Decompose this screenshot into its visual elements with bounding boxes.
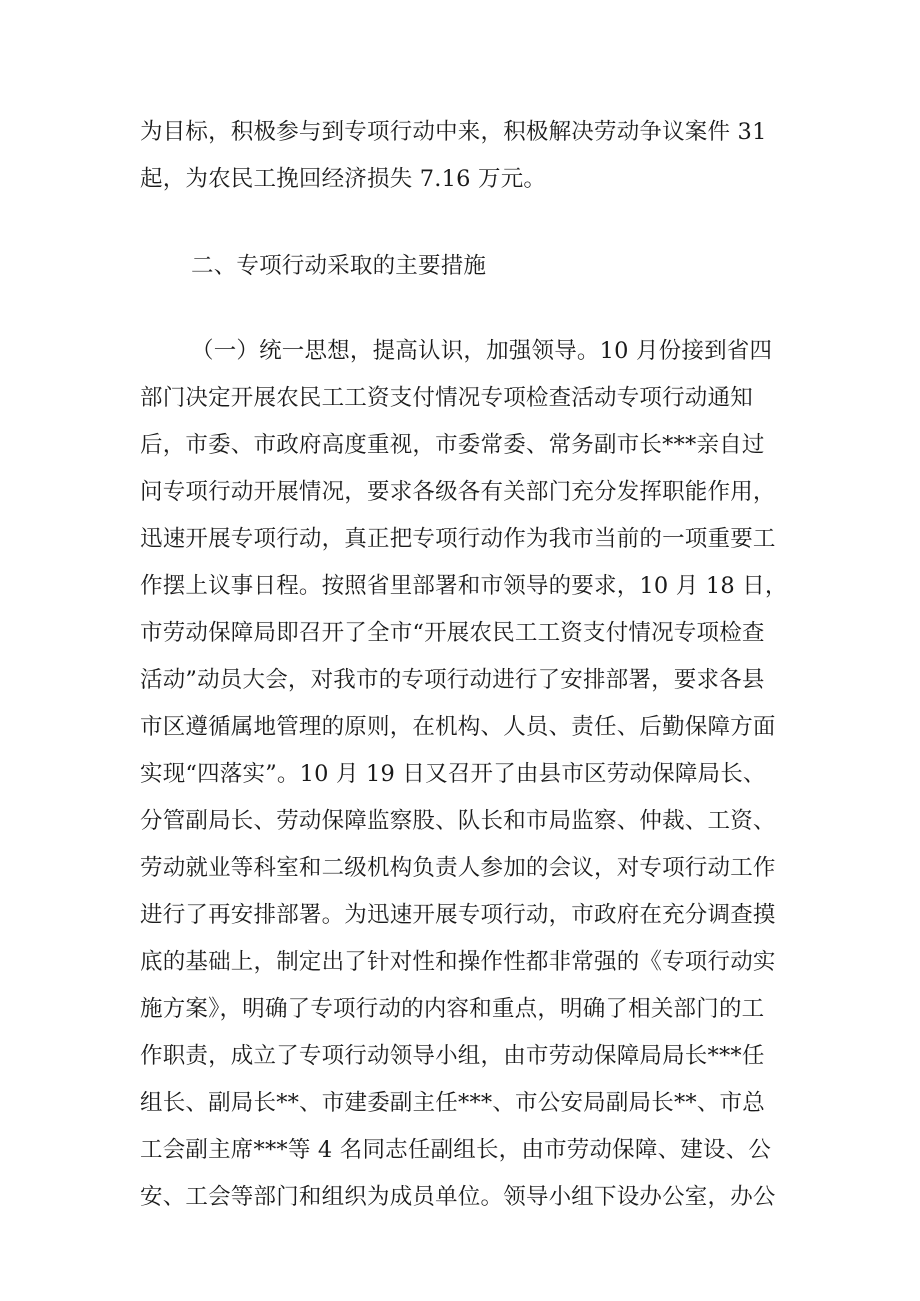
paragraph-2-line-14: 底的基础上，制定出了针对性和操作性都非常强的《专项行动实 (140, 949, 776, 975)
paragraph-1-line-1: 为目标，积极参与到专项行动中来，积极解决劳动争议案件 31 (140, 119, 767, 145)
paragraph-2-line-9: 市区遵循属地管理的原则，在机构、人员、责任、后勤保障方面 (140, 714, 776, 740)
paragraph-2-line-15: 施方案》，明确了专项行动的内容和重点，明确了相关部门的工 (140, 996, 765, 1022)
paragraph-2-line-12: 劳动就业等科室和二级机构负责人参加的会议，对专项行动工作 (140, 855, 776, 881)
paragraph-2-line-17: 组长、副局长**、市建委副主任***、市公安局副局长**、市总 (140, 1090, 765, 1116)
paragraph-2-line-18: 工会副主席***等 4 名同志任副组长，由市劳动保障、建设、公 (140, 1137, 772, 1163)
section-heading: 二、专项行动采取的主要措施 (191, 253, 487, 279)
paragraph-2-line-7: 市劳动保障局即召开了全市“开展农民工工资支付情况专项检查 (140, 620, 765, 646)
paragraph-2-line-3: 后，市委、市政府高度重视，市委常委、常务副市长***亲自过 (140, 432, 765, 458)
paragraph-2-line-13: 进行了再安排部署。为迅速开展专项行动，市政府在充分调查摸 (140, 902, 776, 928)
paragraph-2-line-11: 分管副局长、劳动保障监察股、队长和市局监察、仲裁、工资、 (140, 808, 776, 834)
paragraph-1-line-2: 起，为农民工挽回经济损失 7.16 万元。 (140, 166, 547, 192)
paragraph-2-line-6: 作摆上议事日程。按照省里部署和市领导的要求，10 月 18 日， (140, 573, 788, 599)
paragraph-2-line-2: 部门决定开展农民工工资支付情况专项检查活动专项行动通知 (140, 385, 753, 411)
paragraph-2-line-19: 安、工会等部门和组织为成员单位。领导小组下设办公室，办公 (140, 1184, 776, 1210)
paragraph-2-line-10: 实现“四落实”。10 月 19 日又召开了由县市区劳动保障局长、 (140, 761, 766, 787)
paragraph-2-line-5: 迅速开展专项行动，真正把专项行动作为我市当前的一项重要工 (140, 526, 776, 552)
paragraph-2-line-16: 作职责，成立了专项行动领导小组，由市劳动保障局局长***任 (140, 1043, 765, 1069)
paragraph-2-line-1: （一）统一思想，提高认识，加强领导。10 月份接到省四 (191, 338, 773, 364)
paragraph-2-line-4: 问专项行动开展情况，要求各级各有关部门充分发挥职能作用， (140, 479, 776, 505)
paragraph-2-line-8: 活动”动员大会，对我市的专项行动进行了安排部署，要求各县 (140, 667, 765, 693)
